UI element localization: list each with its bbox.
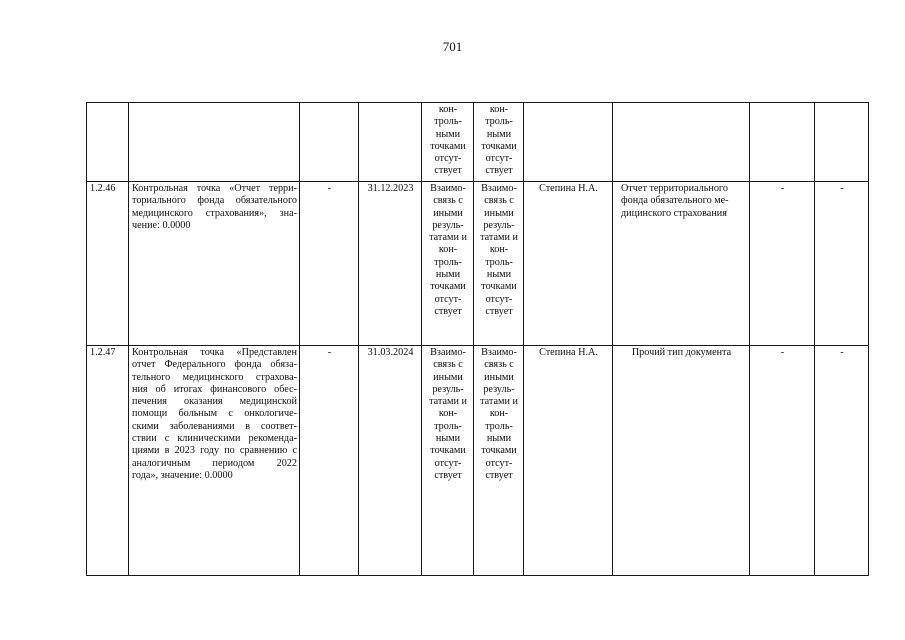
desc-line: Контрольная точка «Представлен <box>132 347 297 358</box>
cell-col-f <box>474 182 524 346</box>
cell-line: кон- <box>438 408 458 420</box>
cell-responsible: Степина Н.А. <box>524 346 613 576</box>
control-points-table <box>86 102 869 576</box>
desc-line: ния об итогах финансового обес- <box>132 383 297 395</box>
cell-line: кон- <box>489 104 509 115</box>
cell-line: ствует <box>485 165 513 177</box>
cell-line: ными <box>435 433 461 445</box>
cell-col-c: - <box>300 346 359 576</box>
cell-col-k: - <box>815 182 869 346</box>
cell-line: троль- <box>434 256 462 268</box>
cell-line: связь с <box>484 359 514 371</box>
cell-line: отсут- <box>485 457 513 469</box>
cell-line: иными <box>484 207 514 219</box>
desc-line: медицинского страхования», зна- <box>132 207 297 219</box>
cell-line: Взаимо- <box>481 183 517 194</box>
cell-col-e <box>422 103 474 182</box>
cell-date <box>359 103 422 182</box>
doc-line: фонда обязательного ме- <box>621 195 729 207</box>
cell-col-k <box>815 103 869 182</box>
cell-line: троль- <box>485 256 513 268</box>
desc-line: отчет Федерального фонда обяза- <box>132 359 297 371</box>
cell-line: троль- <box>485 116 513 128</box>
desc-line: тельного медицинского страхова- <box>132 371 297 383</box>
cell-line: ными <box>486 433 512 445</box>
cell-line: ствует <box>485 305 513 317</box>
cell-col-c: - <box>300 182 359 346</box>
cell-line: отсут- <box>434 457 462 469</box>
cell-line: татами и <box>480 396 518 408</box>
cell-date: 31.12.2023 <box>359 182 422 346</box>
desc-line: скими заболеваниями в соответ- <box>132 420 297 432</box>
cell-num <box>87 103 129 182</box>
desc-line: печения оказания медицинской <box>132 396 297 408</box>
cell-line: отсут- <box>434 293 462 305</box>
cell-line: кон- <box>438 104 458 115</box>
cell-col-k: - <box>815 346 869 576</box>
cell-num: 1.2.47 <box>87 346 129 576</box>
desc-line: года», значение: 0.0000 <box>132 469 233 481</box>
table-row <box>87 182 869 346</box>
cell-col-f <box>474 103 524 182</box>
cell-line: троль- <box>434 420 462 432</box>
cell-line: резуль- <box>483 219 515 231</box>
cell-line: резуль- <box>432 219 464 231</box>
cell-line: ствует <box>434 469 462 481</box>
doc-line: Прочий тип документа <box>631 347 732 358</box>
page-number: 701 <box>442 39 463 54</box>
cell-line: резуль- <box>483 383 515 395</box>
desc-line: аналогичным периодом 2022 <box>132 457 297 469</box>
cell-line: точками <box>430 140 466 152</box>
doc-line: дицинского страхования <box>621 207 727 219</box>
cell-line: Взаимо- <box>430 347 466 358</box>
cell-line: иными <box>433 207 463 219</box>
cell-line: точками <box>481 281 517 293</box>
cell-line: ствует <box>434 305 462 317</box>
cell-document <box>613 346 750 576</box>
cell-line: троль- <box>485 420 513 432</box>
desc-line: ториального фонда обязательного <box>132 195 297 207</box>
cell-col-j: - <box>750 346 815 576</box>
cell-line: отсут- <box>485 293 513 305</box>
cell-document <box>613 182 750 346</box>
cell-col-c <box>300 103 359 182</box>
cell-line: татами и <box>429 396 467 408</box>
cell-line: ствует <box>434 165 462 177</box>
cell-line: кон- <box>489 408 509 420</box>
cell-line: ными <box>486 269 512 281</box>
desc-line: циями в 2023 году по сравнению с <box>132 445 297 457</box>
cell-line: точками <box>481 140 517 152</box>
cell-line: Взаимо- <box>481 347 517 358</box>
cell-line: татами и <box>429 232 467 244</box>
cell-line: ствует <box>485 469 513 481</box>
table-row <box>87 346 869 576</box>
cell-line: иными <box>484 371 514 383</box>
cell-line: ными <box>435 269 461 281</box>
cell-col-j <box>750 103 815 182</box>
cell-line: Взаимо- <box>430 183 466 194</box>
cell-line: кон- <box>438 244 458 256</box>
cell-line: связь с <box>433 359 463 371</box>
cell-line: иными <box>433 371 463 383</box>
cell-line: ными <box>486 128 512 140</box>
cell-line: ными <box>435 128 461 140</box>
desc-line: Контрольная точка «Отчет терри- <box>132 183 297 194</box>
cell-desc <box>129 182 300 346</box>
cell-col-f <box>474 346 524 576</box>
cell-line: связь с <box>433 195 463 207</box>
cell-col-j: - <box>750 182 815 346</box>
desc-line: помощи больным с онкологиче- <box>132 408 297 420</box>
cell-responsible: Степина Н.А. <box>524 182 613 346</box>
cell-col-e <box>422 346 474 576</box>
cell-line: отсут- <box>485 153 513 165</box>
desc-line: ствии с клиническими рекоменда- <box>132 433 297 445</box>
table-row-continuation <box>87 103 869 182</box>
cell-col-e <box>422 182 474 346</box>
cell-desc <box>129 346 300 576</box>
cell-line: татами и <box>480 232 518 244</box>
desc-line: чение: 0.0000 <box>132 219 191 231</box>
cell-desc <box>129 103 300 182</box>
cell-line: кон- <box>489 244 509 256</box>
cell-line: связь с <box>484 195 514 207</box>
cell-line: точками <box>430 445 466 457</box>
doc-line: Отчет территориального <box>621 183 728 194</box>
cell-line: резуль- <box>432 383 464 395</box>
cell-document <box>613 103 750 182</box>
cell-line: троль- <box>434 116 462 128</box>
cell-line: отсут- <box>434 153 462 165</box>
cell-line: точками <box>481 445 517 457</box>
cell-num: 1.2.46 <box>87 182 129 346</box>
cell-responsible <box>524 103 613 182</box>
cell-date: 31.03.2024 <box>359 346 422 576</box>
cell-line: точками <box>430 281 466 293</box>
